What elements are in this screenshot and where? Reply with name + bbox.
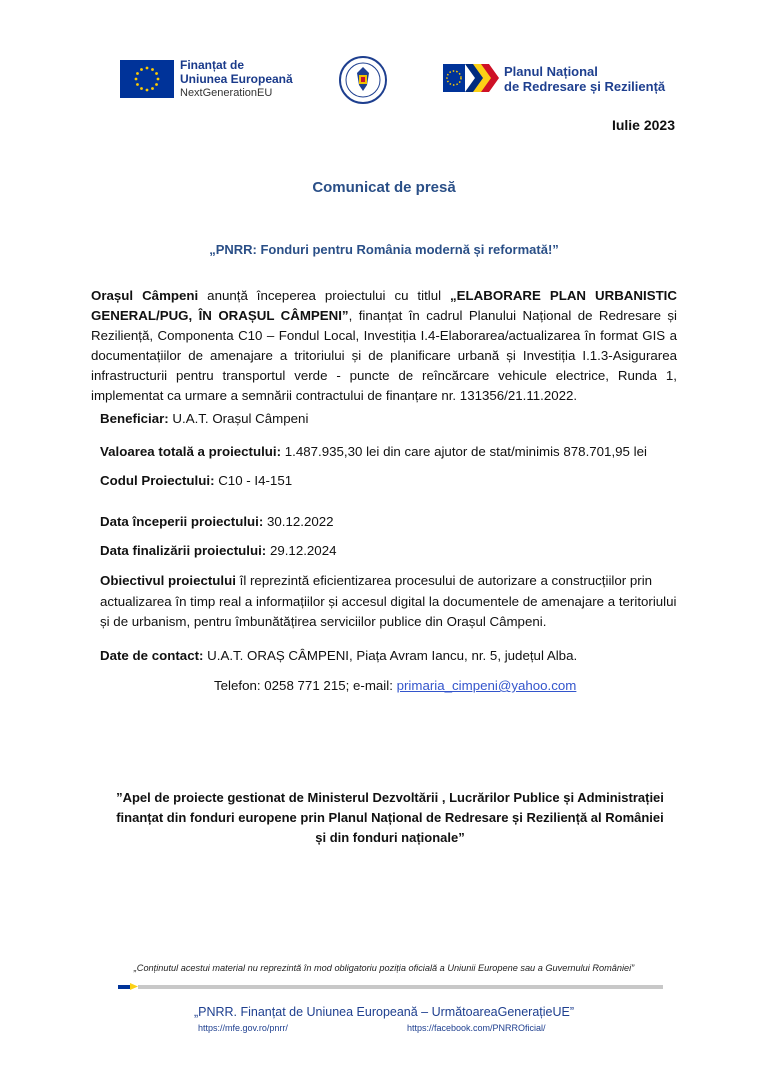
eu-logo-line3: NextGenerationEU xyxy=(180,87,273,99)
beneficiar-label: Beneficiar: xyxy=(100,411,169,426)
page-title: Comunicat de presă xyxy=(312,179,456,196)
obiectiv-paragraph xyxy=(100,571,680,633)
government-seal-icon xyxy=(339,55,387,105)
pnrr-logo-icon xyxy=(443,62,501,94)
footer-facebook-link[interactable]: https://facebook.com/PNRROficial/ xyxy=(407,1023,546,1033)
eu-star-icon xyxy=(155,72,158,75)
eu-star-icon xyxy=(140,68,143,71)
intro-bold-city: Orașul Câmpeni xyxy=(91,288,199,303)
beneficiar-row xyxy=(100,409,308,429)
obiectiv-label: Obiectivul proiectului xyxy=(100,573,236,588)
eu-star-icon xyxy=(136,72,139,75)
eu-star-icon xyxy=(146,67,149,70)
eu-star-icon xyxy=(157,78,160,81)
contact-label: Date de contact: xyxy=(100,648,204,663)
cod-value: C10 - I4-151 xyxy=(214,473,293,488)
eu-star-icon xyxy=(135,78,138,81)
valoare-value: 1.487.935,30 lei din care ajutor de stat/minimis 878.701,95 lei xyxy=(281,444,647,459)
beneficiar-value: U.A.T. Orașul Câmpeni xyxy=(168,411,309,426)
footer-disclaimer: „Conținutul acestui material nu reprezintă în mod obligatoriu poziția oficială a Uniunii Europene sau a Guvernului României” xyxy=(133,963,635,973)
pnrr-logo-line1: Planul Național xyxy=(504,64,598,79)
telefon-text: Telefon: 0258 771 215; e-mail: xyxy=(214,678,397,693)
eu-star-icon xyxy=(146,89,149,92)
data-final-label: Data finalizării proiectului: xyxy=(100,543,267,558)
pnrr-logo-text xyxy=(504,64,665,94)
eu-funding-logo-text xyxy=(180,58,293,100)
data-final-value: 29.12.2024 xyxy=(266,543,337,558)
eu-star-icon xyxy=(151,87,154,90)
contact-value: U.A.T. ORAȘ CÂMPENI, Piața Avram Iancu, nr. 5, județul Alba. xyxy=(203,648,578,663)
footer-mfe-link[interactable]: https://mfe.gov.ro/pnrr/ xyxy=(198,1023,288,1033)
email-link[interactable]: primaria_cimpeni@yahoo.com xyxy=(396,678,577,693)
document-date: Iulie 2023 xyxy=(611,117,675,133)
valoare-row xyxy=(100,442,647,462)
intro-text1: anunță începerea proiectului cu titlul xyxy=(198,288,451,303)
eu-logo-line1: Finanțat de xyxy=(180,58,245,72)
contact-row xyxy=(100,646,577,666)
footer-divider-bar xyxy=(118,983,663,990)
eu-star-icon xyxy=(140,87,143,90)
eu-star-icon xyxy=(151,68,154,71)
eu-logo-line2: Uniunea Europeană xyxy=(180,72,293,86)
telefon-row xyxy=(214,676,576,696)
cod-row xyxy=(100,471,292,491)
intro-text2: , finanțat în cadrul Planului Național de Redresare și Reziliență, Componenta C10 – Fondul Local, Investiția I.4-Elaborarea/actualizarea în format GIS a documentațiilor de amenajare a tritoriului și de planificare urbană și Investiția I.1.3-Asigurarea infrastructurii pentru transportul verde - puncte de reîncărcare vehicule electrice, Runda 1, implementat ca urmare a semnării contractului de finanțare nr. 131356/21.11.2022. xyxy=(91,308,677,403)
valoare-label: Valoarea totală a proiectului: xyxy=(100,444,282,459)
footer-slogan: „PNRR. Finanțat de Uniunea Europeană – UrmătoareaGenerațieUE” xyxy=(193,1005,575,1019)
data-inceput-row xyxy=(100,512,334,532)
eu-star-icon xyxy=(155,83,158,86)
page-subtitle: „PNRR: Fonduri pentru România modernă și reformată!” xyxy=(209,242,559,257)
eu-star-icon xyxy=(136,83,139,86)
data-inceput-label: Data începerii proiectului: xyxy=(100,514,264,529)
apel-statement: ”Apel de proiecte gestionat de Ministerul Dezvoltării , Lucrărilor Publice și Administrației finanțat din fonduri europene prin Planul Național de Redresare și Reziliență al României și din fonduri naționale” xyxy=(116,790,664,845)
cod-label: Codul Proiectului: xyxy=(100,473,215,488)
data-final-row xyxy=(100,541,337,561)
data-inceput-value: 30.12.2022 xyxy=(263,514,334,529)
eu-flag-icon xyxy=(120,60,174,98)
intro-paragraph xyxy=(91,286,677,406)
obiectiv-value: îl reprezintă eficientizarea procesului de autorizare a construcțiilor prin actualizarea în timp real a informațiilor și accesul digital la documentele de amenajare a teritoriului și de urbanism, pentru îmbunătățirea serviciilor publice din Orașul Câmpeni. xyxy=(100,573,677,629)
intro-bold-project-title: „ELABORARE PLAN URBANISTIC GENERAL/PUG, ÎN ORAȘUL CÂMPENI” xyxy=(91,288,677,323)
pnrr-logo-line2: de Redresare și Reziliență xyxy=(504,79,666,94)
